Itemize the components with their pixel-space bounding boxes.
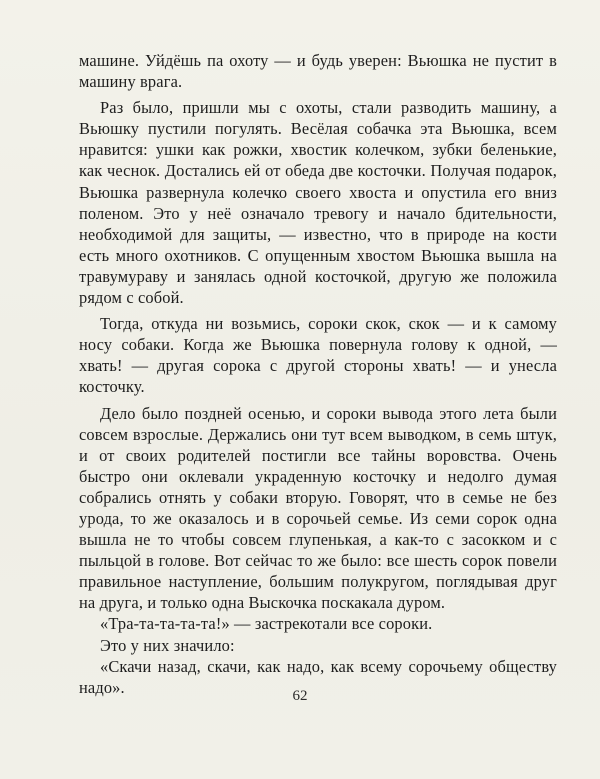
paragraph: Тогда, откуда ни возьмись, сороки скок, скок — и к самому носу собаки. Когда же Вьюшка повернула голову к одной, — хвать! — другая сорока с другой стороны хвать! — и унесла косточку. xyxy=(79,314,557,397)
paragraph: Это у них значило: xyxy=(100,635,235,655)
page-number: 62 xyxy=(292,688,308,704)
body-text xyxy=(79,50,557,698)
paragraph: «Скачи назад, скачи, как надо, как всему сорочьему обществу надо». xyxy=(79,656,557,697)
paragraph-continued: машине. Уйдёшь па охоту — и будь уверен: Вьюшка не пустит в машину врага. xyxy=(79,51,557,92)
paragraph: Дело было поздней осенью, и сороки вывода этого лета были совсем взрослые. Держались они тут всем выводком, в семь штук, и от своих родителей постигли все тайны воровства. Очень быстро они оклевали украденную косточку и недолго думая собрались отнять у собаки вторую. Говорят, что в семье не без урода, то же оказалось и в сорочьей семье. Из семи сорок одна вышла не то чтобы совсем глупенькая, а как-то с засокком и с пыльцой в голове. Вот сейчас то же было: все шесть сорок повели правильное наступление, большим полукругом, поглядывая друг на друга, и только одна Выскочка поскакала дуром. xyxy=(79,403,557,613)
paragraph: Раз было, пришли мы с охоты, стали разводить машину, а Вьюшку пустили погулять. Весёлая собачка эта Вьюшка, всем нравится: ушки как рожки, хвостик колечком, зубки беленькие, как чеснок. Достались ей от обеда две косточки. Получая подарок, Вьюшка развернула колечко своего хвоста и опустила его вниз поленом. Это у неё означало тревогу и начало бдительности, необходимой для защиты, — известно, что в природе на кости есть много охотников. С опущенным хвостом Вьюшка вышла на травумураву и занялась одной косточкой, другую же положила рядом с собой. xyxy=(79,98,557,308)
paragraph: «Тра-та-та-та-та!» — застрекотали все сороки. xyxy=(100,614,433,634)
